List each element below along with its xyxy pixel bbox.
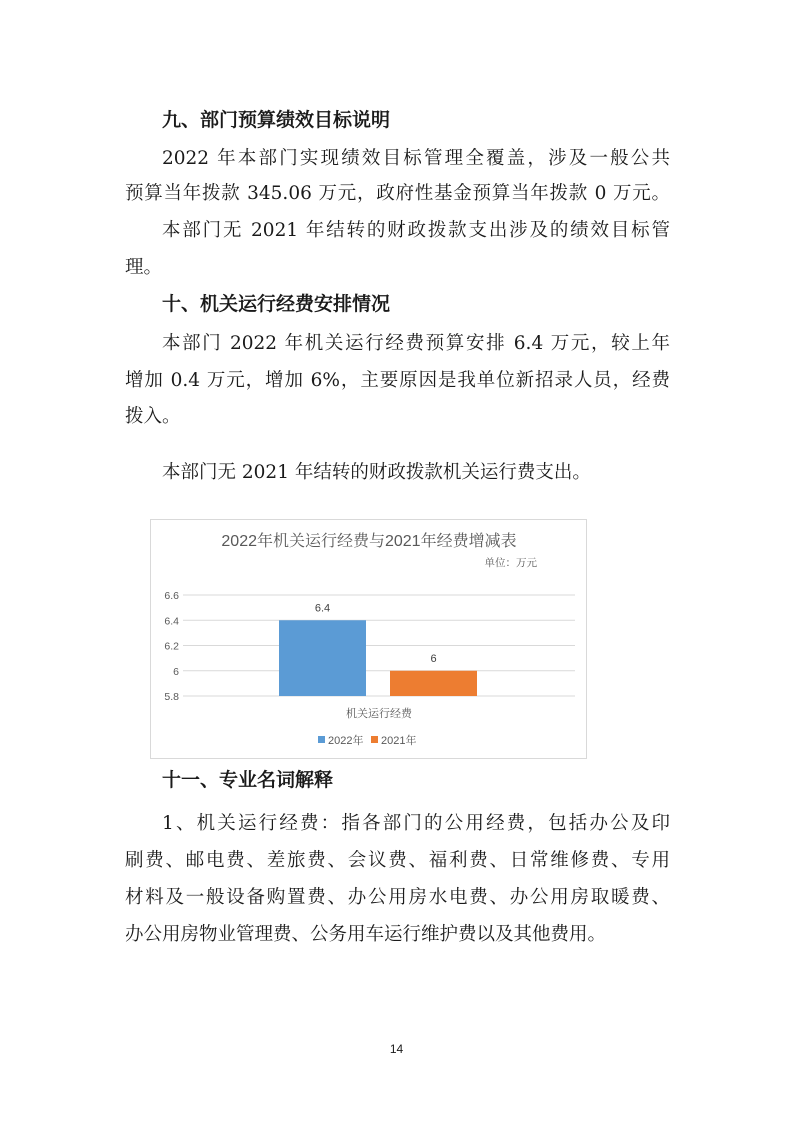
y-tick-label: 5.8 (164, 691, 179, 703)
x-category-label: 机关运行经费 (346, 708, 412, 720)
y-tick-label: 6.2 (164, 640, 179, 653)
legend-label: 2021年 (381, 735, 417, 747)
section-11-paragraph-line: 1、机关运行经费：指各部门的公用经费，包括办公及印 (162, 813, 670, 834)
section-10-paragraph-line: 拨入。 (125, 406, 181, 427)
section-11-heading: 十一、专业名词解释 (162, 769, 334, 791)
y-tick-label: 6.6 (164, 590, 179, 602)
data-label: 6 (430, 652, 437, 665)
section-11-paragraph-line: 材料及一般设备购置费、办公用房水电费、办公用房取暖费、 (125, 887, 670, 908)
section-10-note: 本部门无 2021 年结转的财政拨款机关运行费支出。 (162, 462, 591, 483)
bar-2022年 (279, 620, 366, 696)
y-tick-label: 6 (173, 665, 179, 678)
chart-unit-label: 单位：万元 (484, 557, 537, 569)
section-11-paragraph-line: 刷费、邮电费、差旅费、会议费、福利费、日常维修费、专用 (125, 850, 670, 871)
chart-canvas (151, 520, 588, 760)
section-9-heading: 九、部门预算绩效目标说明 (162, 109, 391, 131)
chart-title: 2022年机关运行经费与2021年经费增减表 (221, 533, 517, 550)
section-9-paragraph-line: 预算当年拨款 345.06 万元，政府性基金预算当年拨款 0 万元。 (125, 183, 670, 204)
legend-swatch (318, 736, 325, 743)
data-label: 6.4 (314, 602, 331, 615)
legend-label: 2022年 (328, 735, 364, 747)
section-9-paragraph-line: 理。 (125, 257, 163, 278)
section-11-paragraph-line: 办公用房物业管理费、公务用车运行维护费以及其他费用。 (125, 924, 607, 945)
legend-swatch (371, 736, 378, 743)
expense-comparison-chart (150, 519, 587, 759)
section-9-paragraph-line: 2022 年本部门实现绩效目标管理全覆盖，涉及一般公共 (162, 148, 670, 169)
y-tick-label: 6.4 (164, 615, 179, 628)
bar-2021年 (390, 671, 477, 696)
section-10-paragraph-line: 本部门 2022 年机关运行经费预算安排 6.4 万元，较上年 (162, 333, 670, 354)
page-number: 14 (389, 1042, 404, 1056)
section-10-paragraph-line: 增加 0.4 万元，增加 6%，主要原因是我单位新招录人员，经费 (125, 370, 670, 391)
section-9-paragraph-line: 本部门无 2021 年结转的财政拨款支出涉及的绩效目标管 (162, 220, 670, 241)
section-10-heading: 十、机关运行经费安排情况 (162, 293, 391, 315)
